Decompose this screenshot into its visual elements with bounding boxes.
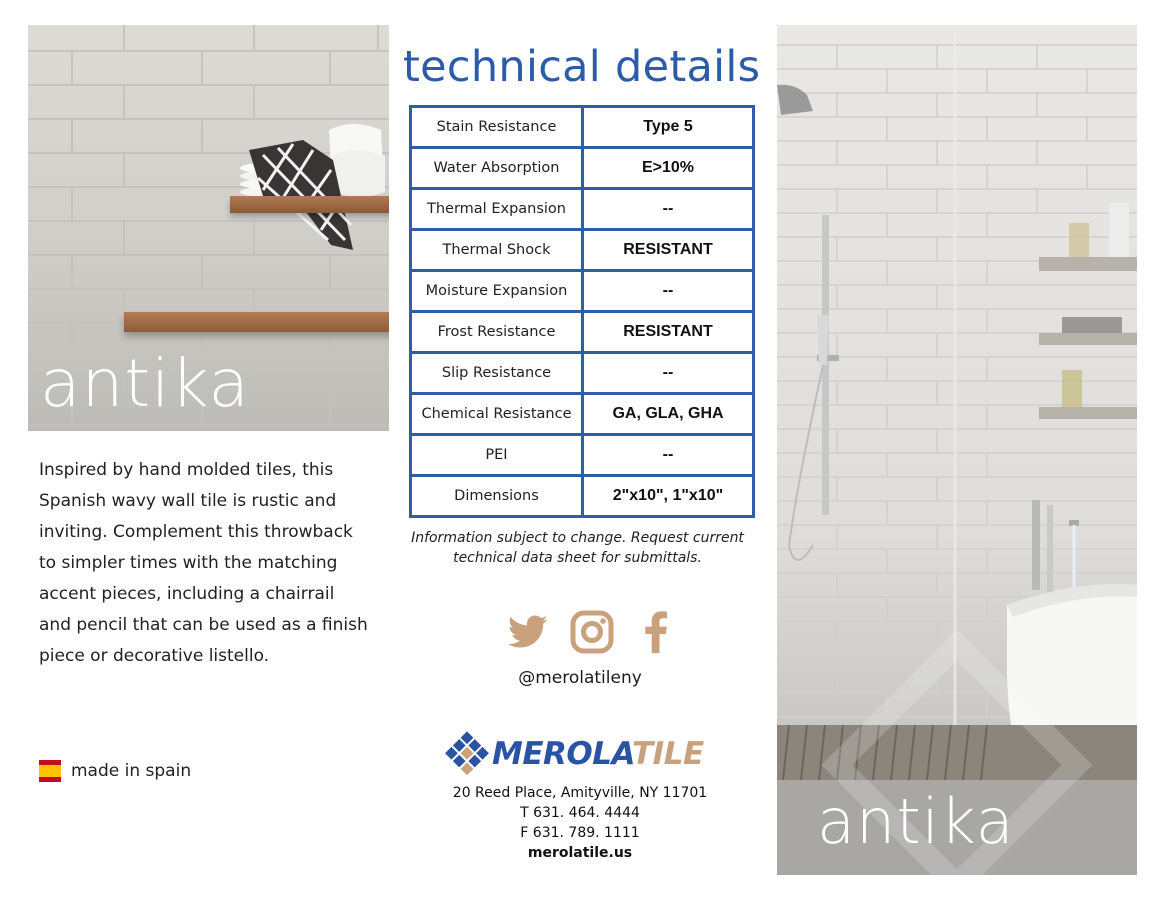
technical-details-title: technical details bbox=[403, 42, 761, 92]
hero-title-left: antika bbox=[40, 345, 250, 422]
spec-label: PEI bbox=[411, 435, 583, 476]
hero-title-right: antika bbox=[817, 785, 1015, 858]
merola-tile-logo bbox=[444, 731, 704, 777]
spec-value: RESISTANT bbox=[583, 230, 754, 271]
spec-value: Type 5 bbox=[583, 107, 754, 148]
spec-label: Slip Resistance bbox=[411, 353, 583, 394]
fax-number: F 631. 789. 1111 bbox=[520, 825, 640, 841]
spec-label: Thermal Shock bbox=[411, 230, 583, 271]
table-row bbox=[411, 312, 754, 353]
table-row bbox=[411, 353, 754, 394]
spec-value: GA, GLA, GHA bbox=[583, 394, 754, 435]
spec-value: -- bbox=[583, 271, 754, 312]
table-row bbox=[411, 189, 754, 230]
table-row bbox=[411, 107, 754, 148]
spec-value: RESISTANT bbox=[583, 312, 754, 353]
spec-label: Stain Resistance bbox=[411, 107, 583, 148]
hero-image-kitchen-shelves bbox=[28, 25, 389, 431]
technical-details-table bbox=[409, 105, 755, 518]
spec-value: -- bbox=[583, 435, 754, 476]
disclaimer-note: Information subject to change. Request current technical data sheet for submittals. bbox=[411, 530, 744, 566]
wooden-shelf-top bbox=[230, 196, 389, 213]
logo-wordmark-merola: MEROLA bbox=[492, 736, 633, 772]
spec-value: -- bbox=[583, 189, 754, 230]
bathroom-scene bbox=[777, 25, 1137, 875]
spec-value: 2"x10", 1"x10" bbox=[583, 476, 754, 517]
spec-label: Moisture Expansion bbox=[411, 271, 583, 312]
social-handle: @merolatileny bbox=[518, 668, 642, 688]
table-row bbox=[411, 394, 754, 435]
spain-flag-icon bbox=[39, 760, 61, 782]
spec-label: Chemical Resistance bbox=[411, 394, 583, 435]
spec-label: Thermal Expansion bbox=[411, 189, 583, 230]
spec-label: Dimensions bbox=[411, 476, 583, 517]
product-description: Inspired by hand molded tiles, this Spanish wavy wall tile is rustic and inviting. Complement this throwback to simpler times with the matching accent pieces, including a chairrail and pencil that can be used as a finish piece or decorative listello. bbox=[39, 460, 368, 666]
instagram-icon[interactable] bbox=[569, 608, 615, 656]
merola-diamond-icon bbox=[444, 731, 490, 777]
table-row bbox=[411, 230, 754, 271]
made-in-badge bbox=[39, 760, 191, 782]
wooden-shelf-bottom bbox=[124, 312, 389, 332]
twitter-icon[interactable] bbox=[505, 608, 551, 656]
social-links bbox=[505, 608, 679, 656]
spec-value: E>10% bbox=[583, 148, 754, 189]
hero-image-bathroom bbox=[777, 25, 1137, 875]
spec-value: -- bbox=[583, 353, 754, 394]
spec-label: Water Absorption bbox=[411, 148, 583, 189]
contact-block bbox=[440, 783, 720, 863]
website-link[interactable]: merolatile.us bbox=[527, 845, 633, 861]
made-in-label: made in spain bbox=[71, 761, 192, 781]
table-row bbox=[411, 148, 754, 189]
table-row bbox=[411, 476, 754, 517]
table-row bbox=[411, 435, 754, 476]
address: 20 Reed Place, Amityville, NY 11701 bbox=[452, 785, 708, 801]
logo-wordmark-tile: TILE bbox=[632, 736, 704, 772]
phone-number: T 631. 464. 4444 bbox=[520, 805, 640, 821]
dishes-and-cups bbox=[233, 100, 389, 260]
logo-wordmark bbox=[492, 736, 704, 772]
spec-label: Frost Resistance bbox=[411, 312, 583, 353]
facebook-icon[interactable] bbox=[633, 608, 679, 656]
table-row bbox=[411, 271, 754, 312]
